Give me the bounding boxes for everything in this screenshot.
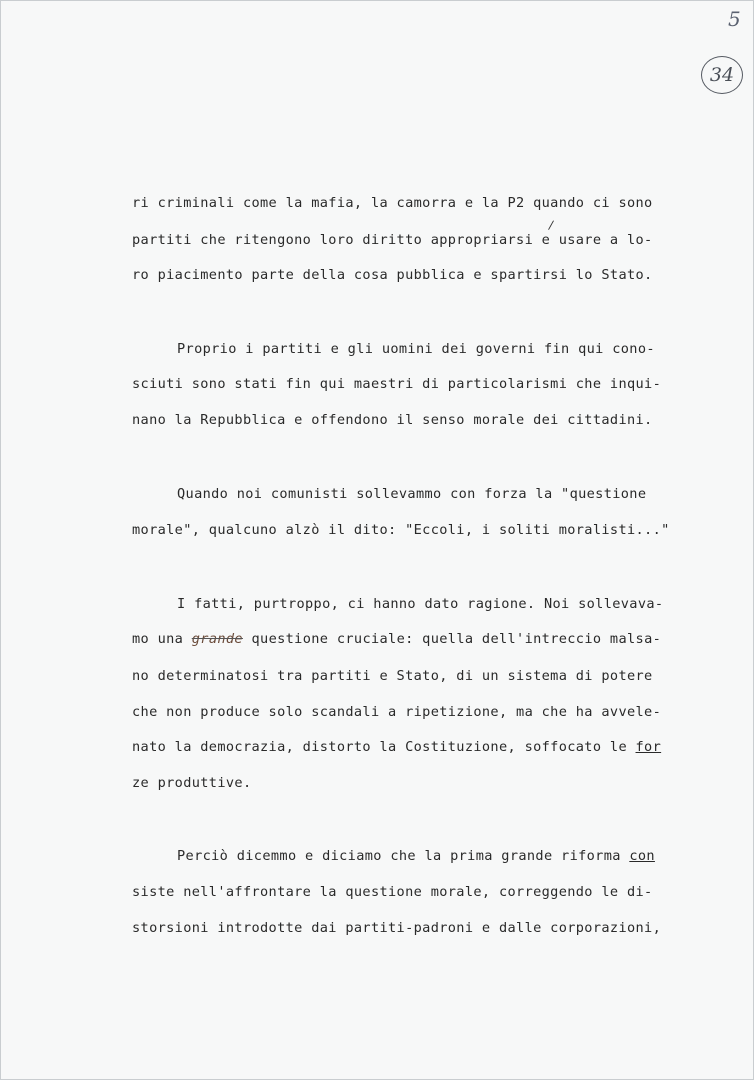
paragraph-3-line-2: morale", qualcuno alzò il dito: "Eccoli, i soliti moralisti..." [132,522,670,538]
paragraph-4-line-1: I fatti, purtroppo, ci hanno dato ragione. Noi sollevava- [177,596,664,612]
paragraph-1-line-2: partiti che ritengono loro diritto appropriarsi e usare a lo- [132,232,653,248]
line-text: mo una [132,631,192,647]
paragraph-5-line-1 [177,846,655,866]
handwritten-comma-mark: / [547,217,555,233]
paragraph-4-line-4: che non produce solo scandali a ripetizione, ma che ha avvele- [132,704,662,720]
paragraph-4-line-3: no determinatosi tra partiti e Stato, di un sistema di potere [132,668,653,684]
underlined-syllable: con [629,848,655,864]
struck-word: grande [191,631,243,647]
folio-stamp-number: 34 [709,64,735,86]
paragraph-1-line-3: ro piacimento parte della cosa pubblica e spartirsi lo Stato. [132,267,653,283]
paragraph-4-line-5 [132,737,661,757]
paragraph-2-line-1: Proprio i partiti e gli uomini dei governi fin qui cono- [177,341,655,357]
paragraph-4-line-6: ze produttive. [132,775,252,791]
handwritten-page-number: 5 [728,7,741,31]
underlined-syllable: for [635,739,662,755]
line-text: nato la democrazia, distorto la Costituzione, soffocato le [132,739,636,755]
paragraph-4-line-2 [132,629,661,649]
paragraph-1-line-1: ri criminali come la mafia, la camorra e la P2 quando ci sono [132,195,653,211]
paragraph-2-line-2: sciuti sono stati fin qui maestri di particolarismi che inqui- [132,376,662,392]
paragraph-2-line-3: nano la Repubblica e offendono il senso morale dei cittadini. [132,412,653,428]
paragraph-3-line-1: Quando noi comunisti sollevammo con forza la "questione [177,486,647,502]
paragraph-5-line-3: storsioni introdotte dai partiti-padroni e dalle corporazioni, [132,920,662,936]
paragraph-5-line-2: siste nell'affrontare la questione morale, correggendo le di- [132,884,653,900]
line-text: Perciò dicemmo e diciamo che la prima grande riforma [177,848,630,864]
line-text: questione cruciale: quella dell'intreccio malsa- [242,631,662,647]
folio-stamp [701,56,743,94]
